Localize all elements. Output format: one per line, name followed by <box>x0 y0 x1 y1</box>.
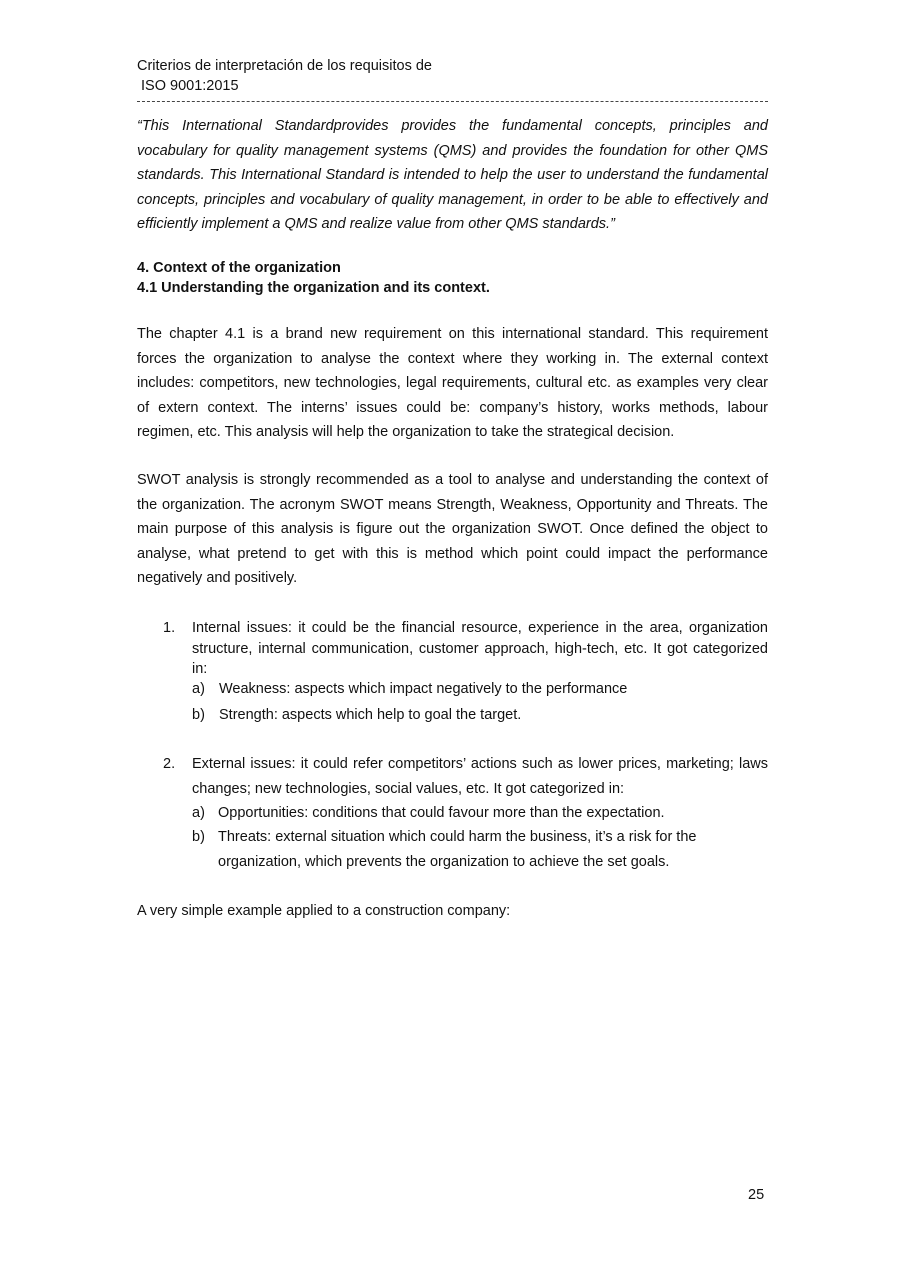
page-number: 25 <box>748 1187 765 1203</box>
paragraph-context: The chapter 4.1 is a brand new requirement on this international standard. This requirement forces the organization to analyse the context where they working in. The external context includes: competitors, new technologies, legal requirements, cultural etc. as examples very clear of extern context. The interns’ issues could be: company’s history, works methods, labour regimen, etc. This analysis will help the organization to take the strategical decision. <box>137 326 768 440</box>
closing-sentence: A very simple example applied to a construction company: <box>137 903 511 919</box>
list-number: 1. <box>163 620 176 636</box>
paragraph-swot: SWOT analysis is strongly recommended as a tool to analyse and understanding the context of the organization. The acronym SWOT means Strength, Weakness, Opportunity and Threats. The main purpose of this analysis is figure out the organization SWOT. Once defined the object to analyse, what pretend to get with this is method which point could impact the performance negatively and positively. <box>137 472 768 586</box>
header-divider <box>137 101 768 102</box>
section-subheading: 4.1 Understanding the organization and its context. <box>137 280 490 296</box>
subitem-text: Threats: external situation which could harm the business, it’s a risk for the organization, which prevents the organization to achieve the set goals. <box>218 829 697 870</box>
subitem-text: Opportunities: conditions that could favour more than the expectation. <box>218 805 665 821</box>
subitem-label: a) <box>192 681 205 697</box>
list-number: 2. <box>163 756 176 772</box>
quoted-standard-text: “This International Standardprovides provides the fundamental concepts, principles and vocabulary for quality management systems (QMS) and provides the foundation for other QMS standards. This International Standard is intended to help the user to understand the fundamental concepts, principles and vocabulary of quality management, in order to be able to effectively and efficiently implement a QMS and realize value from other QMS standards.” <box>137 118 768 232</box>
subitem-label: a) <box>192 805 205 821</box>
section-heading: 4. Context of the organization <box>137 260 341 276</box>
list-item-text: External issues: it could refer competitors’ actions such as lower prices, marketing; laws changes; new technologies, social values, etc. It got categorized in: <box>192 756 768 797</box>
subitem-text: Weakness: aspects which impact negatively to the performance <box>219 681 628 697</box>
page-header <box>137 56 777 96</box>
subitem-text: Strength: aspects which help to goal the target. <box>219 707 522 723</box>
subitem-label: b) <box>192 707 205 723</box>
subitem-label: b) <box>192 829 205 845</box>
header-title-line2: ISO 9001:2015 <box>141 78 239 94</box>
list-item-text: Internal issues: it could be the financial resource, experience in the area, organization structure, internal communication, customer approach, high-tech, etc. It got categorized in: <box>192 620 768 677</box>
header-title-line1: Criterios de interpretación de los requisitos de <box>137 58 432 74</box>
